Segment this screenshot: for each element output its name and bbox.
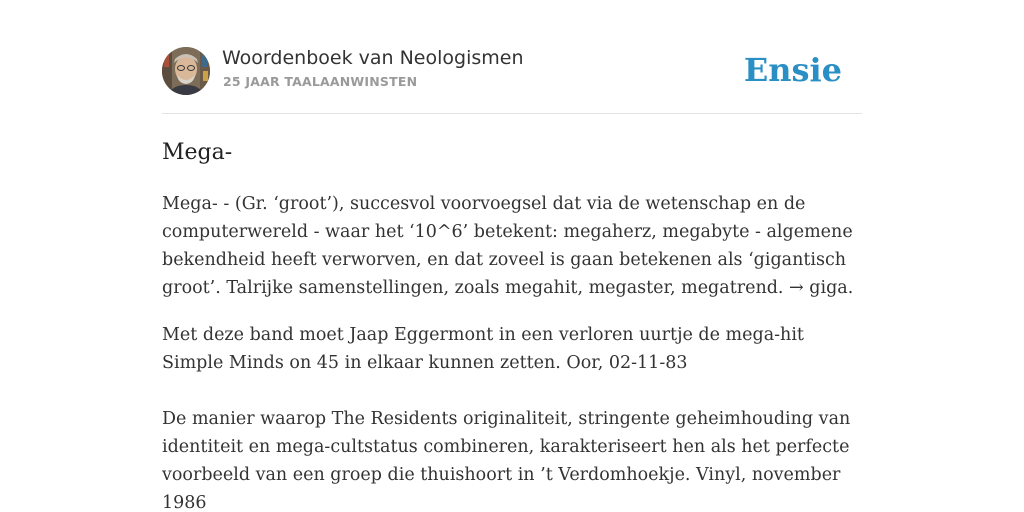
quote-item: Met deze band moet Jaap Eggermont in een verloren uurtje de mega-hit Simple Minds on 45 in elkaar kunnen zetten. Oor, 02-11-83	[162, 325, 804, 373]
site-header	[162, 46, 862, 96]
quote-item: De manier waarop The Residents originaliteit, stringente geheimhouding van identiteit en mega-cultstatus combineren, karakteriseert hen als het perfecte voorbeeld van een groep die thuishoort in ’t Verdomhoekje. Vinyl, november 1986	[162, 409, 851, 512]
entry-content	[162, 190, 862, 512]
site-title[interactable]: Woordenboek van Neologismen	[222, 47, 524, 69]
author-portrait-icon[interactable]	[162, 47, 210, 95]
ensie-logo[interactable]: Ensie	[743, 51, 842, 89]
entry-definition: Mega- - (Gr. ‘groot’), succesvol voorvoegsel dat via de wetenschap en de computerwereld - waar het ‘10^6’ betekent: megaherz, megabyte - algemene bekendheid heeft verworven, en dat zoveel is gaan betekenen als ‘gigantisch groot’. Talrijke samenstellingen, zoals megahit, megaster, megatrend. → giga.	[162, 194, 854, 298]
entry-title: Mega-	[162, 140, 233, 165]
site-subtitle: 25 JAAR TAALAANWINSTEN	[223, 74, 418, 89]
header-divider	[162, 113, 862, 114]
